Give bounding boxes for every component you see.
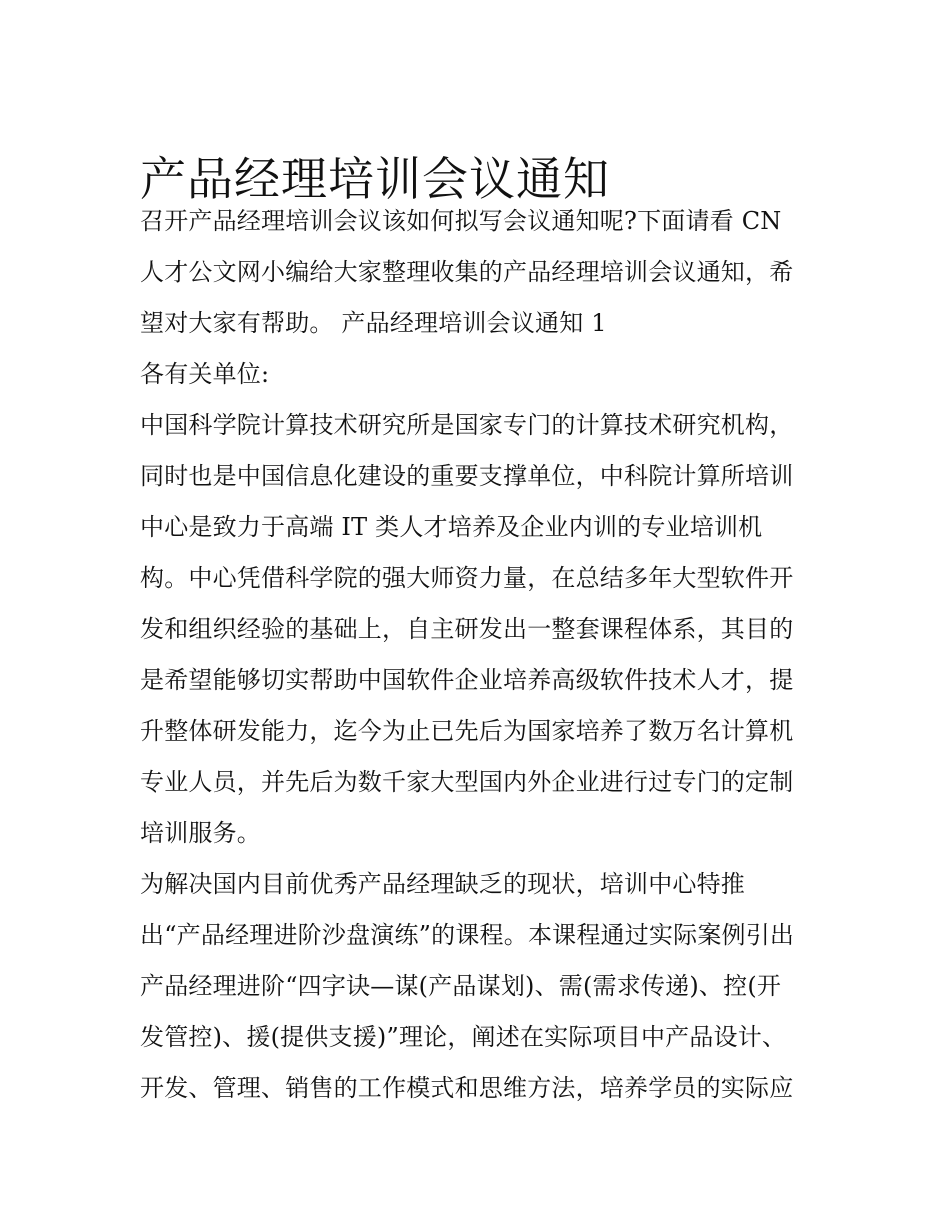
body-line: 升整体研发能力，迄今为止已先后为国家培养了数万名计算机 bbox=[140, 717, 794, 745]
body-line: 产品经理进阶“四字诀—谋(产品谋划)、需(需求传递)、控(开 bbox=[140, 972, 782, 1000]
body-line: 人才公文网小编给大家整理收集的产品经理培训会议通知，希 bbox=[140, 258, 794, 286]
body-line: 召开产品经理培训会议该如何拟写会议通知呢?下面请看 CN bbox=[140, 207, 782, 235]
body-line: 开发、管理、销售的工作模式和思维方法，培养学员的实际应 bbox=[140, 1074, 794, 1102]
body-line: 中心是致力于高端 IT 类人才培养及企业内训的专业培训机 bbox=[140, 513, 763, 541]
body-line: 发和组织经验的基础上，自主研发出一整套课程体系，其目的 bbox=[140, 615, 794, 643]
body-line: 中国科学院计算技术研究所是国家专门的计算技术研究机构， bbox=[140, 411, 794, 439]
body-line: 为解决国内目前优秀产品经理缺乏的现状，培训中心特推 bbox=[140, 870, 745, 898]
body-line: 望对大家有帮助。 产品经理培训会议通知 1 bbox=[140, 309, 607, 337]
body-line: 出“产品经理进阶沙盘演练”的课程。本课程通过实际案例引出 bbox=[140, 921, 795, 949]
body-line: 培训服务。 bbox=[140, 819, 261, 847]
body-line: 各有关单位: bbox=[140, 360, 270, 388]
document-title: 产品经理培训会议通知 bbox=[140, 151, 610, 206]
body-line: 构。中心凭借科学院的强大师资力量，在总结多年大型软件开 bbox=[140, 564, 794, 592]
body-line: 同时也是中国信息化建设的重要支撑单位，中科院计算所培训 bbox=[140, 462, 794, 490]
body-line: 专业人员，并先后为数千家大型国内外企业进行过专门的定制 bbox=[140, 768, 794, 796]
body-line: 是希望能够切实帮助中国软件企业培养高级软件技术人才，提 bbox=[140, 666, 794, 694]
body-line: 发管控)、援(提供支援)”理论，阐述在实际项目中产品设计、 bbox=[140, 1023, 787, 1051]
